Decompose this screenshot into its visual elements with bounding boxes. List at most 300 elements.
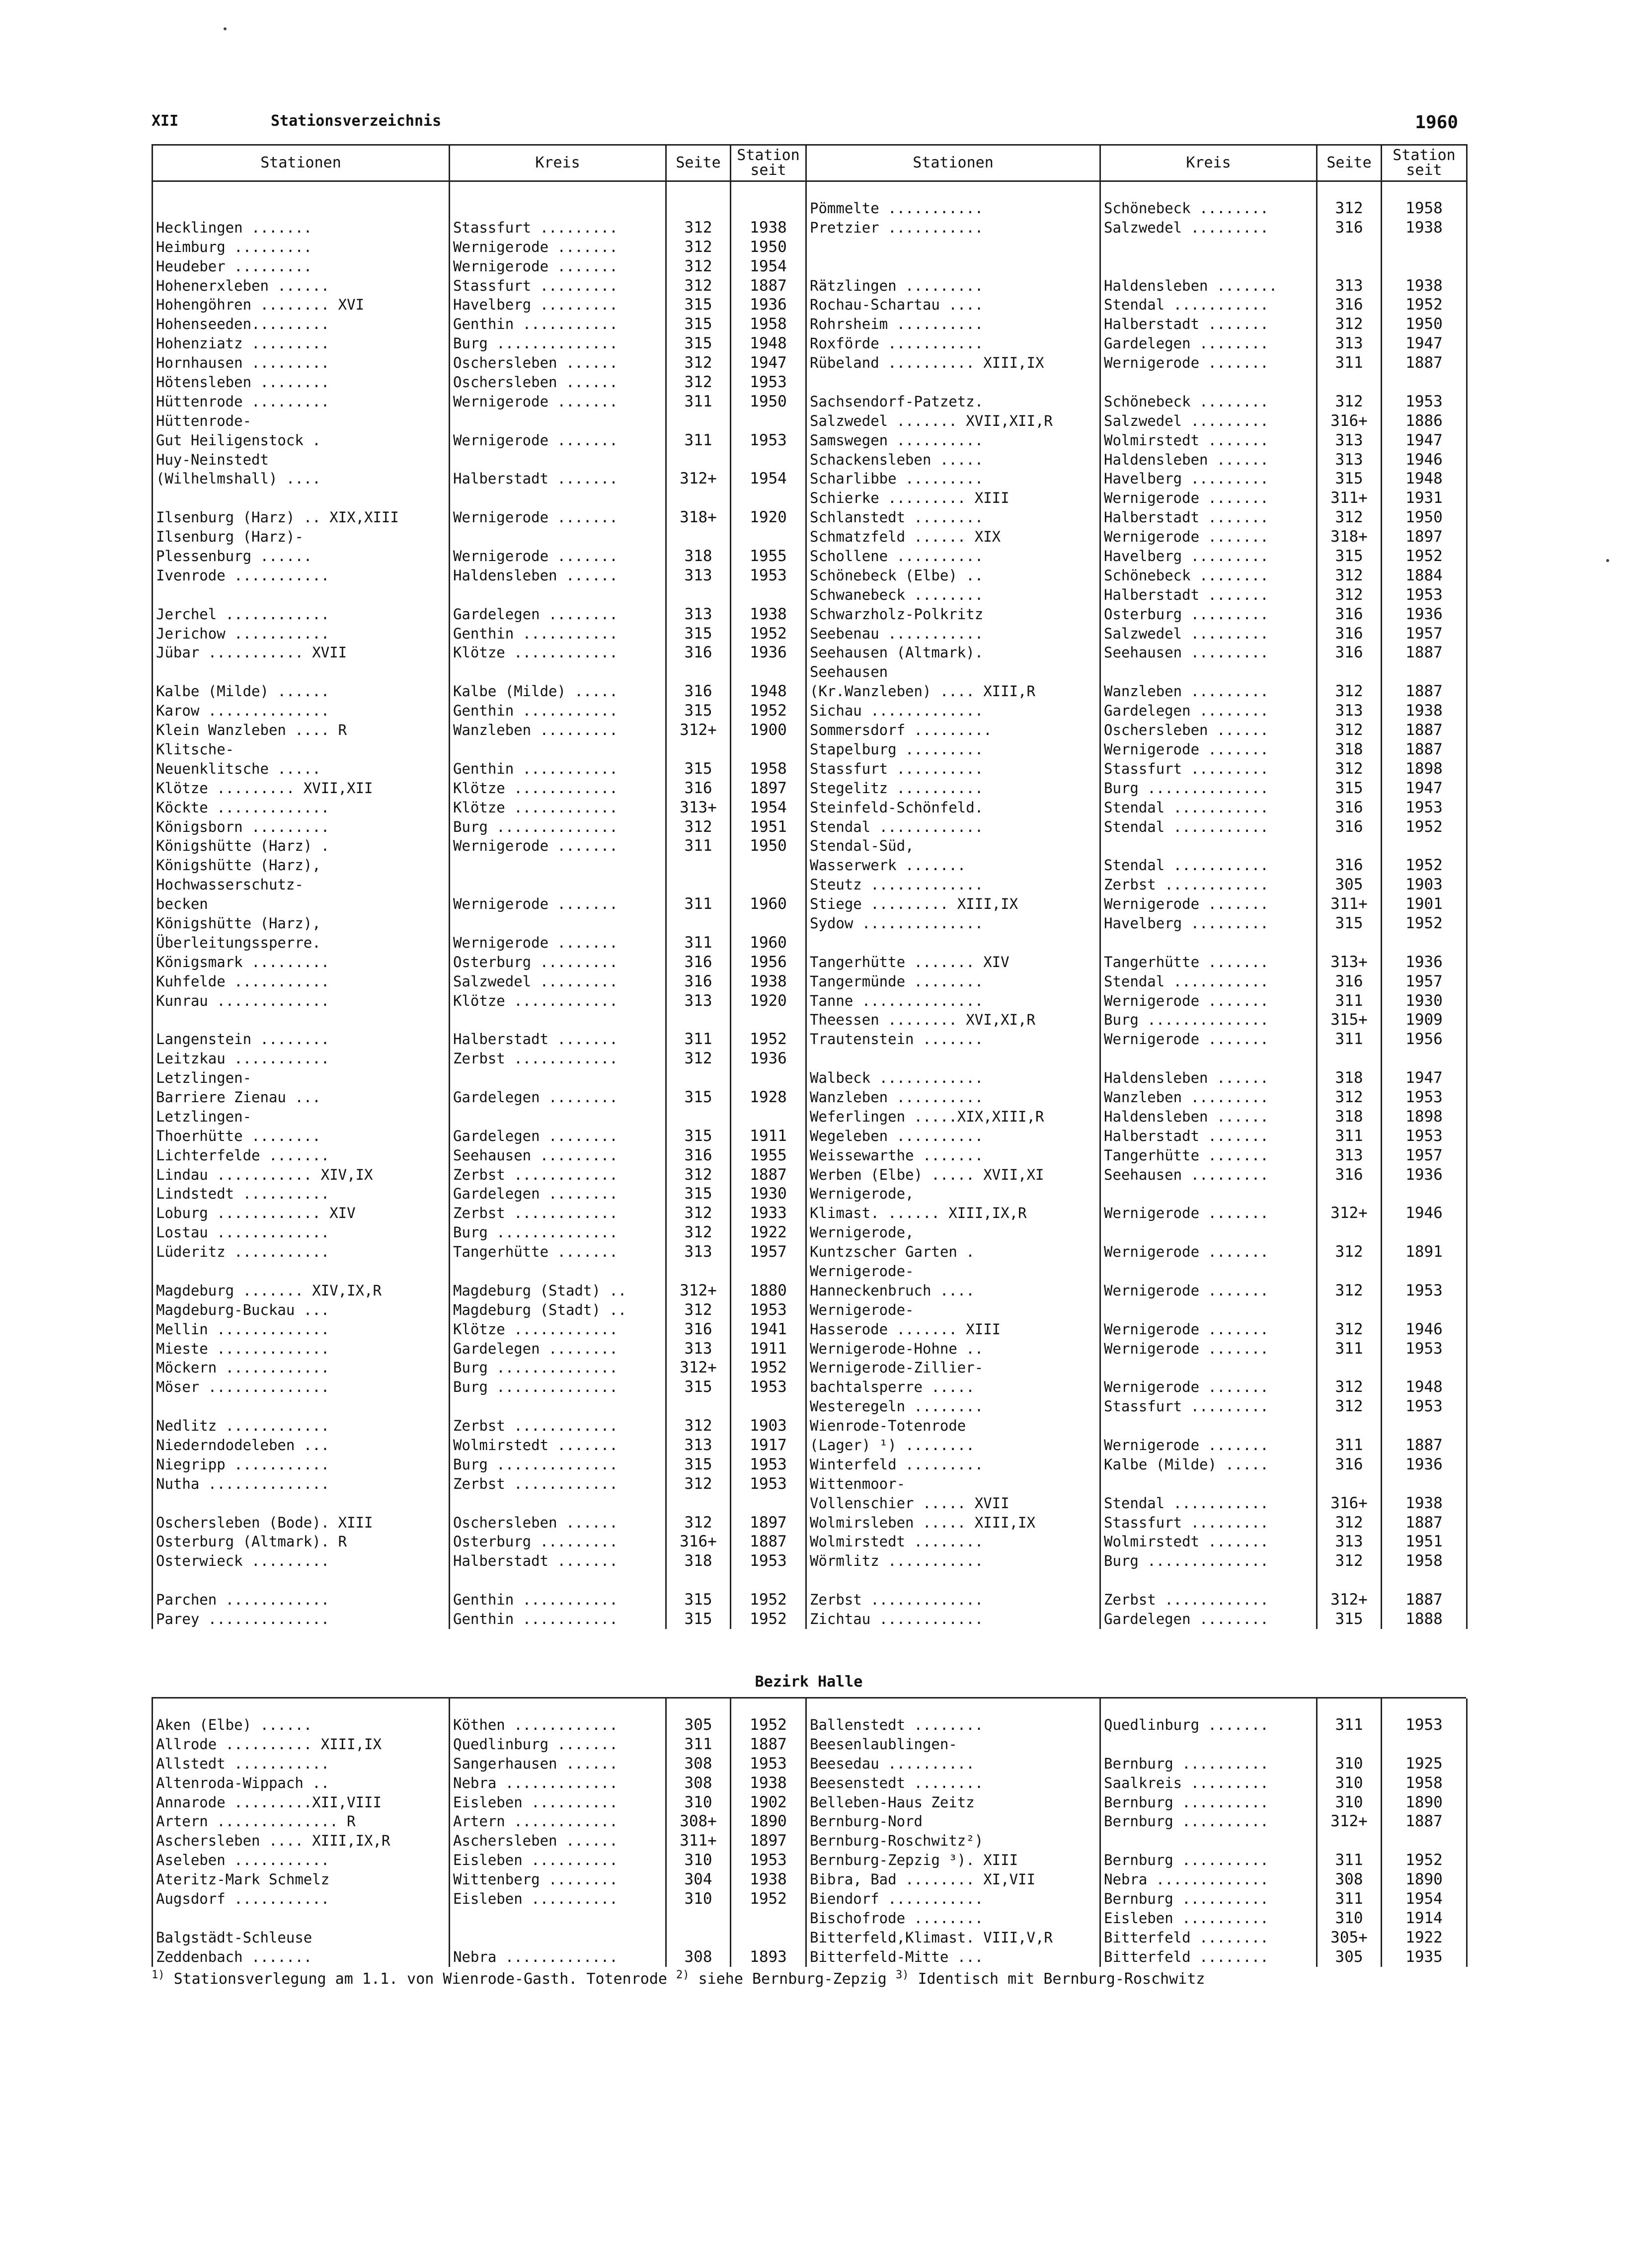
seite-cell: 311	[1317, 1851, 1382, 1870]
year-cell: 1951	[731, 817, 806, 837]
station-name: Westeregeln ........	[806, 1397, 1100, 1416]
kreis-cell: Schönebeck ........	[1100, 199, 1317, 218]
table-row	[153, 721, 1467, 740]
station-name: Möckern ............	[153, 1358, 450, 1377]
kreis-cell: Halberstadt .......	[450, 1551, 666, 1571]
kreis-cell: Halberstadt .......	[1100, 1127, 1317, 1146]
table-row	[153, 1735, 1467, 1754]
station-name: Hohenziatz .........	[153, 334, 450, 353]
table-row	[153, 1242, 1467, 1262]
table-row	[153, 1754, 1467, 1774]
year-cell: 1930	[1382, 991, 1467, 1011]
year-cell: 1936	[1382, 1165, 1467, 1185]
kreis-cell: Klötze ............	[450, 991, 666, 1011]
year-cell: 1922	[731, 1223, 806, 1242]
seite-cell: 312	[666, 1513, 731, 1533]
station-name: Salzwedel ....... XVII,XII,R	[806, 411, 1100, 431]
year-cell: 1925	[1382, 1754, 1467, 1774]
seite-cell: 315	[666, 315, 731, 334]
kreis-cell: Wernigerode .......	[450, 392, 666, 411]
station-name: Pretzier ...........	[806, 218, 1100, 238]
table-row	[153, 1715, 1467, 1735]
kreis-cell: Klötze ............	[450, 1320, 666, 1339]
kreis-cell: Gardelegen ........	[450, 1127, 666, 1146]
year-cell: 1952	[1382, 817, 1467, 837]
station-name: Tangerhütte ....... XIV	[806, 953, 1100, 972]
kreis-cell: Stendal ...........	[1100, 798, 1317, 817]
footnotes	[152, 1969, 1473, 1988]
seite-cell: 312	[1317, 1281, 1382, 1300]
station-name	[153, 1262, 450, 1281]
table-row	[153, 1127, 1467, 1146]
seite-cell: 312	[666, 1474, 731, 1494]
year-cell: 1936	[1382, 953, 1467, 972]
station-name: Rochau-Schartau ....	[806, 295, 1100, 315]
seite-cell: 312+	[666, 721, 731, 740]
table-row	[153, 1107, 1467, 1127]
year-cell: 1938	[1382, 276, 1467, 296]
seite-cell	[1317, 1358, 1382, 1377]
year-cell: 1947	[1382, 431, 1467, 450]
year-cell: 1958	[1382, 1551, 1467, 1571]
table-row	[153, 624, 1467, 644]
table-row	[153, 836, 1467, 856]
kreis-cell: Halberstadt .......	[1100, 315, 1317, 334]
year-cell: 1955	[731, 547, 806, 566]
station-name	[806, 933, 1100, 953]
table-row	[153, 1851, 1467, 1870]
seite-cell	[1317, 238, 1382, 257]
station-name: Hohengöhren ........ XVI	[153, 295, 450, 315]
station-name: Wernigerode,	[806, 1184, 1100, 1204]
table-row	[153, 972, 1467, 991]
seite-cell: 312	[666, 1416, 731, 1436]
seite-cell: 312	[666, 238, 731, 257]
station-name: Magdeburg ....... XIV,IX,R	[153, 1281, 450, 1300]
seite-cell: 315+	[1317, 1010, 1382, 1030]
kreis-cell	[1100, 1571, 1317, 1590]
seite-cell: 316	[1317, 1455, 1382, 1474]
station-name: Schollene ..........	[806, 547, 1100, 566]
kreis-cell: Wernigerode .......	[450, 431, 666, 450]
table-row	[153, 1947, 1467, 1967]
seite-cell: 311	[1317, 1030, 1382, 1049]
year-cell: 1960	[731, 933, 806, 953]
station-name: Annarode .........XII,VIII	[153, 1793, 450, 1812]
station-name: Bitterfeld,Klimast. VIII,V,R	[806, 1928, 1100, 1947]
year-cell: 1911	[731, 1127, 806, 1146]
station-name: Möser ..............	[153, 1377, 450, 1397]
year-cell: 1898	[1382, 1107, 1467, 1127]
station-name: Hüttenrode-	[153, 411, 450, 431]
station-name: Ilsenburg (Harz)-	[153, 527, 450, 547]
year-cell: 1955	[731, 1146, 806, 1165]
station-name: Artern .............. R	[153, 1812, 450, 1831]
station-name: Ballenstedt ........	[806, 1715, 1100, 1735]
kreis-cell: Wernigerode .......	[450, 508, 666, 527]
station-name	[153, 488, 450, 508]
bezirk-heading: Bezirk Halle	[755, 1673, 863, 1691]
seite-cell	[1317, 933, 1382, 953]
kreis-cell	[450, 1262, 666, 1281]
seite-cell: 311	[1317, 1127, 1382, 1146]
station-name: Lüderitz ...........	[153, 1242, 450, 1262]
table-row	[153, 1358, 1467, 1377]
seite-cell	[666, 856, 731, 875]
seite-cell: 315	[666, 701, 731, 721]
station-name: Osterburg (Altmark). R	[153, 1532, 450, 1551]
kreis-cell: Wernigerode .......	[1100, 1320, 1317, 1339]
seite-cell: 311	[666, 392, 731, 411]
seite-cell: 311	[1317, 353, 1382, 373]
kreis-cell: Halberstadt .......	[1100, 585, 1317, 605]
seite-cell: 313	[1317, 701, 1382, 721]
table-row	[153, 1571, 1467, 1590]
kreis-cell: Genthin ...........	[450, 624, 666, 644]
kreis-cell: Stassfurt .........	[1100, 1513, 1317, 1533]
kreis-cell: Magdeburg (Stadt) ..	[450, 1300, 666, 1320]
seite-cell	[666, 1571, 731, 1590]
seite-cell: 316+	[1317, 411, 1382, 431]
table-row	[153, 353, 1467, 373]
seite-cell	[1317, 1262, 1382, 1281]
year-cell: 1953	[1382, 1281, 1467, 1300]
station-name: Weissewarthe .......	[806, 1146, 1100, 1165]
station-name: Hochwasserschutz-	[153, 875, 450, 894]
year-cell: 1938	[1382, 218, 1467, 238]
year-cell: 1958	[1382, 199, 1467, 218]
year-cell: 1960	[731, 894, 806, 914]
seite-cell: 318	[1317, 1107, 1382, 1127]
table-row	[153, 798, 1467, 817]
year-cell: 1952	[731, 1889, 806, 1909]
kreis-cell: Burg ..............	[450, 1455, 666, 1474]
station-name: Niederndodeleben ...	[153, 1436, 450, 1455]
year-cell: 1936	[731, 643, 806, 662]
seite-cell: 318	[1317, 740, 1382, 759]
year-cell: 1887	[1382, 721, 1467, 740]
seite-cell: 315	[666, 295, 731, 315]
station-name: Karow ..............	[153, 701, 450, 721]
station-name: Ivenrode ...........	[153, 566, 450, 585]
section-1	[152, 144, 1466, 1629]
kreis-cell: Zerbst ............	[450, 1165, 666, 1185]
table-row	[153, 257, 1467, 276]
seite-cell: 312	[1317, 721, 1382, 740]
seite-cell: 318+	[666, 508, 731, 527]
year-cell: 1930	[731, 1184, 806, 1204]
table-row	[153, 1551, 1467, 1571]
seite-cell: 312	[1317, 508, 1382, 527]
table-row	[153, 585, 1467, 605]
kreis-cell: Köthen ............	[450, 1715, 666, 1735]
station-name: Kunrau .............	[153, 991, 450, 1011]
seite-cell: 312	[666, 353, 731, 373]
station-name	[806, 238, 1100, 257]
seite-cell: 313+	[666, 798, 731, 817]
table-row	[153, 1870, 1467, 1889]
seite-cell: 315	[666, 1377, 731, 1397]
seite-cell: 305	[1317, 875, 1382, 894]
year-cell: 1953	[731, 1377, 806, 1397]
page-header	[152, 112, 1458, 137]
station-name: Stapelburg .........	[806, 740, 1100, 759]
station-name: Beesenlaublingen-	[806, 1735, 1100, 1754]
year-cell: 1951	[1382, 1532, 1467, 1551]
seite-cell: 315	[1317, 779, 1382, 798]
col-header-stationen: Stationen	[153, 145, 450, 181]
kreis-cell: Stassfurt .........	[450, 276, 666, 296]
table-row	[153, 547, 1467, 566]
seite-cell: 311	[666, 431, 731, 450]
station-name: Rübeland .......... XIII,IX	[806, 353, 1100, 373]
kreis-cell: Burg ..............	[1100, 1010, 1317, 1030]
year-cell: 1950	[731, 392, 806, 411]
station-name: Magdeburg-Buckau ...	[153, 1300, 450, 1320]
kreis-cell: Havelberg .........	[450, 295, 666, 315]
year-cell: 1946	[1382, 1320, 1467, 1339]
table-row	[153, 566, 1467, 585]
station-name: Aseleben ...........	[153, 1851, 450, 1870]
station-name: Hötensleben ........	[153, 373, 450, 392]
seite-cell: 308	[666, 1774, 731, 1793]
station-name: Jübar ........... XVII	[153, 643, 450, 662]
kreis-cell: Salzwedel .........	[1100, 411, 1317, 431]
year-cell: 1938	[731, 972, 806, 991]
year-cell: 1897	[731, 779, 806, 798]
station-name: Biendorf ...........	[806, 1889, 1100, 1909]
year-cell: 1952	[731, 1590, 806, 1610]
station-name: Seebenau ...........	[806, 624, 1100, 644]
year-cell: 1887	[1382, 1812, 1467, 1831]
kreis-cell: Wernigerode .......	[1100, 1281, 1317, 1300]
kreis-cell: Gardelegen ........	[450, 1088, 666, 1107]
year-cell: 1954	[731, 257, 806, 276]
year-cell	[731, 1571, 806, 1590]
kreis-cell: Gardelegen ........	[1100, 334, 1317, 353]
kreis-cell: Wernigerode .......	[1100, 740, 1317, 759]
kreis-cell: Bernburg ..........	[1100, 1793, 1317, 1812]
kreis-cell: Genthin ...........	[450, 1590, 666, 1610]
station-name: Heudeber .........	[153, 257, 450, 276]
station-name: Jerichow ...........	[153, 624, 450, 644]
kreis-cell	[450, 856, 666, 875]
kreis-cell: Kalbe (Milde) .....	[450, 682, 666, 701]
kreis-cell: Gardelegen ........	[450, 605, 666, 624]
kreis-cell	[1100, 1184, 1317, 1204]
year-cell: 1953	[1382, 1715, 1467, 1735]
seite-cell: 308	[666, 1947, 731, 1967]
station-name: Scharlibbe .........	[806, 469, 1100, 488]
footnote-2-mark: 2)	[676, 1969, 690, 1981]
seite-cell: 316	[666, 972, 731, 991]
year-cell: 1947	[731, 353, 806, 373]
table-row	[153, 953, 1467, 972]
year-cell: 1928	[731, 1088, 806, 1107]
seite-cell: 312	[1317, 199, 1382, 218]
seite-cell: 311	[1317, 1889, 1382, 1909]
year-cell	[731, 585, 806, 605]
kreis-cell	[1100, 1735, 1317, 1754]
kreis-cell: Wernigerode .......	[1100, 527, 1317, 547]
year-cell: 1947	[1382, 779, 1467, 798]
station-name: Letzlingen-	[153, 1068, 450, 1088]
year-cell: 1954	[731, 798, 806, 817]
kreis-cell: Artern ............	[450, 1812, 666, 1831]
station-name: Steutz .............	[806, 875, 1100, 894]
station-name: Vollenschier ..... XVII	[806, 1494, 1100, 1513]
station-name: Stendal-Süd,	[806, 836, 1100, 856]
seite-cell: 316	[666, 953, 731, 972]
station-name: Langenstein ........	[153, 1030, 450, 1049]
station-name: Zerbst .............	[806, 1590, 1100, 1610]
station-table-1	[152, 144, 1468, 1629]
seite-cell: 318+	[1317, 527, 1382, 547]
year-cell	[731, 1494, 806, 1513]
seite-cell: 311	[666, 1030, 731, 1049]
station-name: Osterwieck .........	[153, 1551, 450, 1571]
station-name	[153, 1909, 450, 1928]
table-row	[153, 1513, 1467, 1533]
station-name: Kuhfelde ...........	[153, 972, 450, 991]
kreis-cell: Nebra .............	[450, 1947, 666, 1967]
seite-cell: 315	[1317, 469, 1382, 488]
year-cell: 1953	[731, 566, 806, 585]
kreis-cell: Nebra .............	[450, 1774, 666, 1793]
station-name: Niegripp ...........	[153, 1455, 450, 1474]
year-cell: 1897	[1382, 527, 1467, 547]
seite-cell: 312	[666, 817, 731, 837]
table-row	[153, 1774, 1467, 1793]
seite-cell	[1317, 257, 1382, 276]
year-cell: 1953	[731, 1551, 806, 1571]
year-cell: 1952	[1382, 1851, 1467, 1870]
seite-cell: 312+	[666, 469, 731, 488]
station-name: Jerchel ............	[153, 605, 450, 624]
kreis-cell: Oschersleben ......	[450, 353, 666, 373]
station-name: Schwanebeck ........	[806, 585, 1100, 605]
year-cell: 1948	[731, 334, 806, 353]
kreis-cell: Wernigerode .......	[1100, 1204, 1317, 1223]
kreis-cell: Eisleben ..........	[450, 1793, 666, 1812]
year-cell: 1948	[1382, 1377, 1467, 1397]
station-name: Wolmirstedt ........	[806, 1532, 1100, 1551]
station-name: Hüttenrode .........	[153, 392, 450, 411]
year-cell: 1948	[1382, 469, 1467, 488]
kreis-cell: Wernigerode .......	[1100, 1030, 1317, 1049]
seite-cell	[1317, 662, 1382, 682]
kreis-cell: Eisleben ..........	[1100, 1909, 1317, 1928]
kreis-cell: Haldensleben ......	[1100, 1068, 1317, 1088]
station-name: Nedlitz ............	[153, 1416, 450, 1436]
kreis-cell: Zerbst ............	[450, 1204, 666, 1223]
kreis-cell: Havelberg .........	[1100, 547, 1317, 566]
station-name: Wasserwerk .......	[806, 856, 1100, 875]
seite-cell	[666, 1494, 731, 1513]
station-name: Wittenmoor-	[806, 1474, 1100, 1494]
station-name: Roxförde ...........	[806, 334, 1100, 353]
table-row	[153, 1030, 1467, 1049]
seite-cell: 316	[1317, 856, 1382, 875]
year-cell	[1382, 373, 1467, 392]
seite-cell: 313	[666, 991, 731, 1011]
kreis-cell: Klötze ............	[450, 798, 666, 817]
seite-cell: 316	[1317, 643, 1382, 662]
year-cell: 1948	[731, 682, 806, 701]
seite-cell: 313	[666, 1242, 731, 1262]
station-name	[153, 199, 450, 218]
table-row	[153, 1088, 1467, 1107]
station-name: Sydow ..............	[806, 914, 1100, 933]
kreis-cell: Stassfurt .........	[450, 218, 666, 238]
seite-cell: 316	[666, 779, 731, 798]
kreis-cell	[450, 914, 666, 933]
seite-cell: 311+	[666, 1831, 731, 1851]
kreis-cell	[450, 1397, 666, 1416]
station-name: Wolmirsleben ..... XIII,IX	[806, 1513, 1100, 1533]
station-name: Aschersleben .... XIII,IX,R	[153, 1831, 450, 1851]
kreis-cell	[450, 585, 666, 605]
year-cell	[1382, 1571, 1467, 1590]
kreis-cell	[450, 875, 666, 894]
table-row	[153, 527, 1467, 547]
year-cell: 1938	[1382, 701, 1467, 721]
seite-cell: 311	[666, 894, 731, 914]
station-name: Hecklingen .......	[153, 218, 450, 238]
kreis-cell: Burg ..............	[450, 334, 666, 353]
station-name: Samswegen ..........	[806, 431, 1100, 450]
kreis-cell: Wernigerode .......	[450, 894, 666, 914]
year-cell: 1922	[1382, 1928, 1467, 1947]
year-cell	[731, 1928, 806, 1947]
table-row	[153, 1793, 1467, 1812]
seite-cell: 312	[1317, 1377, 1382, 1397]
seite-cell: 313+	[1317, 953, 1382, 972]
seite-cell: 313	[1317, 276, 1382, 296]
seite-cell: 316	[1317, 605, 1382, 624]
year-cell: 1947	[1382, 334, 1467, 353]
seite-cell: 316+	[1317, 1494, 1382, 1513]
kreis-cell: Seehausen .........	[450, 1146, 666, 1165]
year-cell	[731, 740, 806, 759]
year-cell: 1953	[1382, 798, 1467, 817]
seite-cell: 310	[666, 1793, 731, 1812]
seite-cell: 312	[666, 1049, 731, 1068]
table-row	[153, 1320, 1467, 1339]
year-cell: 1947	[1382, 1068, 1467, 1088]
seite-cell: 313	[1317, 334, 1382, 353]
station-name: Stassfurt ..........	[806, 759, 1100, 779]
kreis-cell: Bernburg ..........	[1100, 1812, 1317, 1831]
year-cell: 1952	[731, 1358, 806, 1377]
seite-cell: 315	[666, 759, 731, 779]
kreis-cell	[450, 740, 666, 759]
seite-cell: 318	[1317, 1068, 1382, 1088]
year-cell: 1950	[1382, 508, 1467, 527]
table-row	[153, 276, 1467, 296]
table-row	[153, 701, 1467, 721]
seite-cell	[666, 875, 731, 894]
table-body-2	[153, 1699, 1467, 1967]
year-cell: 1952	[731, 1610, 806, 1629]
station-name: Pömmelte ...........	[806, 199, 1100, 218]
year-cell: 1887	[731, 276, 806, 296]
station-name: Königsmark .........	[153, 953, 450, 972]
seite-cell: 311	[1317, 991, 1382, 1011]
kreis-cell: Oschersleben ......	[450, 373, 666, 392]
kreis-cell: Zerbst ............	[450, 1049, 666, 1068]
seite-cell: 312	[1317, 759, 1382, 779]
